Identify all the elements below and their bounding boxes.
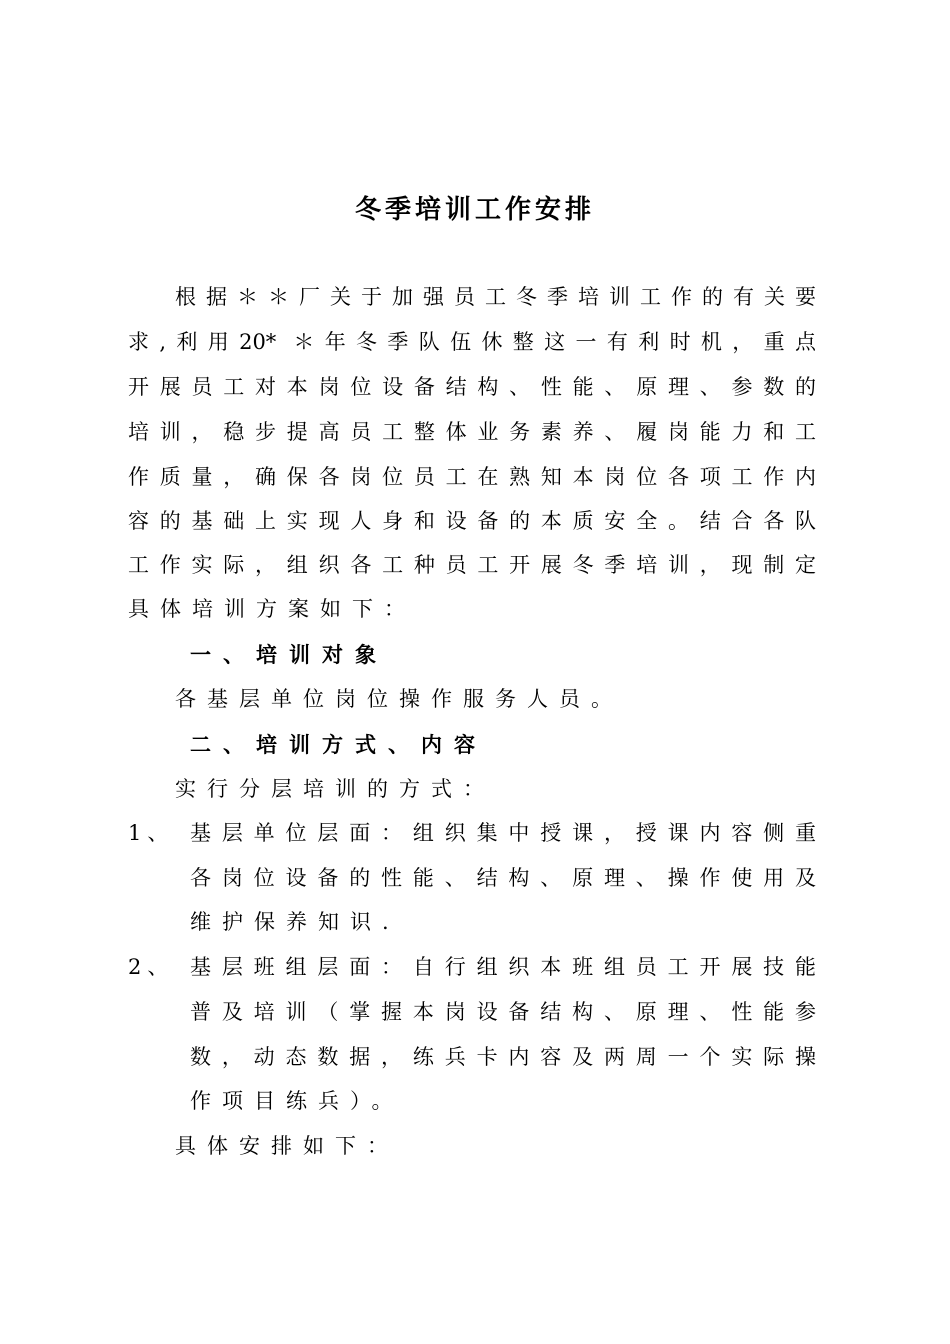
- intro-line: 求,利用20* ＊年冬季队伍休整这一有利时机，重点: [128, 330, 816, 354]
- closing-line: 具体安排如下：: [175, 1134, 399, 1158]
- list-item-number: 2、: [128, 955, 175, 979]
- intro-line: 开展员工对本岗位设备结构、性能、原理、参数的: [128, 375, 816, 399]
- list-item-line: 普及培训（掌握本岗设备结构、原理、性能参: [190, 1000, 816, 1024]
- list-item-number: 1、: [128, 821, 175, 845]
- list-item-line: 基层单位层面：组织集中授课，授课内容侧重: [190, 821, 816, 845]
- section-body: 各基层单位岗位操作服务人员。: [175, 687, 623, 711]
- list-item-line: 各岗位设备的性能、结构、原理、操作使用及: [190, 866, 816, 890]
- intro-line: 容的基础上实现人身和设备的本质安全。结合各队: [128, 509, 816, 533]
- intro-line: 培训，稳步提高员工整体业务素养、履岗能力和工: [128, 420, 816, 444]
- intro-line: 作质量，确保各岗位员工在熟知本岗位各项工作内: [128, 465, 816, 489]
- list-item-line: 基层班组层面：自行组织本班组员工开展技能: [190, 955, 816, 979]
- section-heading: 二、培训方式、内容: [190, 732, 487, 757]
- section-heading: 一、培训对象: [190, 642, 388, 667]
- list-item-line: 维护保养知识.: [190, 910, 400, 934]
- page-title: 冬季培训工作安排: [354, 195, 595, 225]
- list-item-line: 作项目练兵）。: [190, 1089, 404, 1113]
- section-lead: 实行分层培训的方式：: [175, 777, 495, 801]
- intro-line: 根据＊＊厂关于加强员工冬季培训工作的有关要: [175, 285, 816, 309]
- intro-line: 工作实际，组织各工种员工开展冬季培训，现制定: [128, 553, 816, 577]
- intro-line: 具体培训方案如下：: [128, 597, 416, 621]
- list-item-line: 数，动态数据，练兵卡内容及两周一个实际操: [190, 1045, 816, 1069]
